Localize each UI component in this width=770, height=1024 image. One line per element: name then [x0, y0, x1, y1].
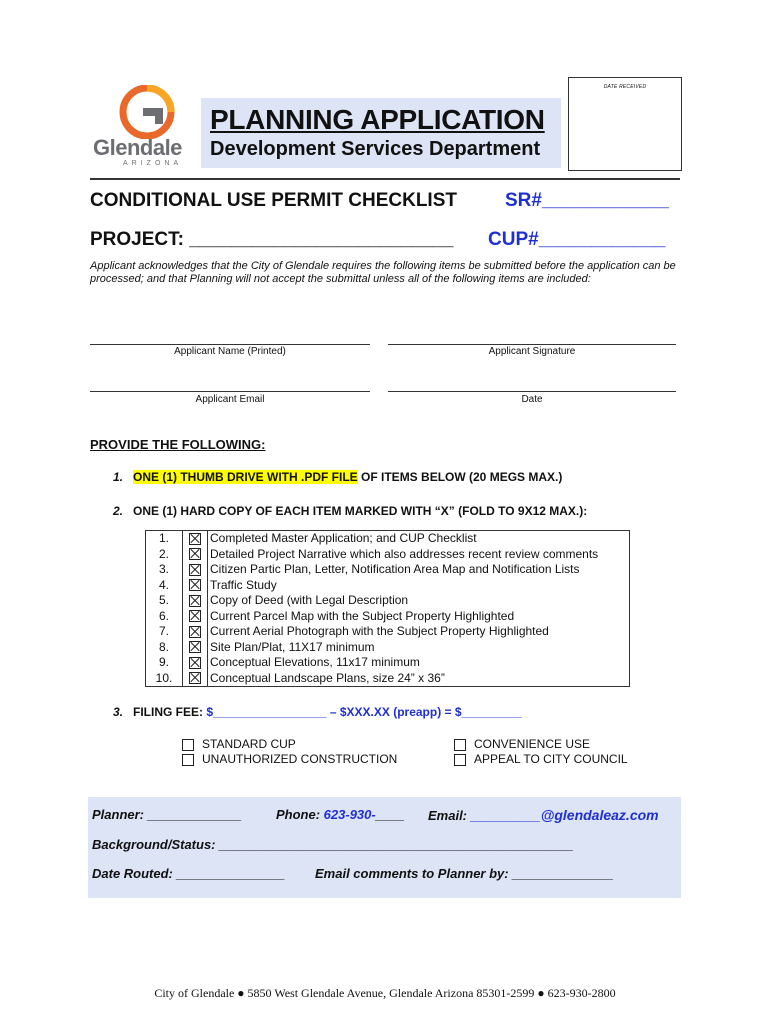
- project-field[interactable]: PROJECT: _________________________: [90, 229, 454, 250]
- item-2: [113, 504, 587, 518]
- email-field[interactable]: [428, 807, 659, 823]
- logo-name: Glendale: [93, 135, 182, 160]
- email-value: _________@glendaleaz.com: [470, 807, 659, 823]
- email-comments-field[interactable]: Email comments to Planner by: ______________: [315, 866, 614, 881]
- applicant-name-line[interactable]: [90, 344, 370, 345]
- sr-number-field[interactable]: SR#____________: [505, 190, 669, 211]
- checkbox-icon[interactable]: [182, 754, 194, 766]
- cup-number-field[interactable]: CUP#____________: [488, 229, 666, 250]
- table-row: [146, 531, 630, 547]
- phone-blank: ____: [375, 807, 405, 822]
- row-number: 8.: [146, 640, 183, 656]
- option-label: STANDARD CUP: [202, 737, 296, 751]
- background-status-field[interactable]: Background/Status: _________________________________________________: [92, 837, 574, 852]
- applicant-email-line[interactable]: [90, 391, 370, 392]
- row-number: 5.: [146, 593, 183, 609]
- option-label: CONVENIENCE USE: [474, 737, 591, 751]
- row-text: Detailed Project Narrative which also addresses recent review comments: [210, 546, 599, 561]
- checklist-title: CONDITIONAL USE PERMIT CHECKLIST: [90, 190, 457, 211]
- row-text: Site Plan/Plat, 11X17 minimum: [210, 639, 375, 654]
- checkbox-icon[interactable]: [454, 739, 466, 751]
- table-row: [146, 547, 630, 563]
- date-routed-field[interactable]: Date Routed: _______________: [92, 866, 285, 881]
- date-label: Date: [521, 394, 543, 405]
- phone-label: Phone:: [276, 807, 324, 822]
- checked-box-icon[interactable]: [189, 626, 201, 638]
- option-label: APPEAL TO CITY COUNCIL: [474, 752, 628, 766]
- provide-heading: PROVIDE THE FOLLOWING:: [90, 437, 266, 452]
- item-1-number: 1.: [113, 470, 124, 484]
- table-row: [146, 640, 630, 656]
- option-appeal-to-council[interactable]: [454, 752, 628, 766]
- checked-box-icon[interactable]: [189, 533, 201, 545]
- row-text: Copy of Deed (with Legal Description: [210, 593, 409, 607]
- row-number: 3.: [146, 562, 183, 578]
- row-text: Completed Master Application; and CUP Checklist: [210, 531, 477, 545]
- checked-box-icon[interactable]: [189, 579, 201, 591]
- row-text: Traffic Study: [210, 577, 277, 592]
- item-1-highlight: ONE (1) THUMB DRIVE WITH .PDF FILE: [133, 470, 358, 484]
- date-received-label: DATE RECEIVED: [603, 84, 647, 90]
- table-row: [146, 671, 630, 687]
- header-divider: [90, 178, 680, 180]
- email-label: Email:: [428, 808, 471, 823]
- option-unauthorized-construction[interactable]: [182, 752, 397, 766]
- item-1-rest: OF ITEMS BELOW (20 MEGS MAX.): [357, 470, 563, 484]
- footer-address: City of Glendale ● 5850 West Glendale Avenue, Glendale Arizona 85301-2599 ● 623-930-2800: [154, 986, 616, 1000]
- item-3-number: 3.: [113, 705, 124, 719]
- filing-fee-field[interactable]: $_________________ – $XXX.XX (preapp) = $_________: [206, 705, 522, 719]
- checkbox-icon[interactable]: [182, 739, 194, 751]
- table-row: [146, 562, 630, 578]
- applicant-email-label: Applicant Email: [195, 394, 265, 405]
- item-2-number: 2.: [113, 504, 124, 518]
- row-number: 7.: [146, 624, 183, 640]
- checked-box-icon[interactable]: [189, 548, 201, 560]
- date-received-box[interactable]: [568, 77, 682, 171]
- item-3: [113, 705, 522, 719]
- checked-box-icon[interactable]: [189, 657, 201, 669]
- phone-field[interactable]: [276, 807, 405, 822]
- checklist-table: [145, 530, 630, 687]
- table-row: [146, 578, 630, 594]
- row-text: Citizen Partic Plan, Letter, Notification Area Map and Notification Lists: [210, 562, 580, 576]
- glendale-logo: [93, 85, 203, 175]
- option-convenience-use[interactable]: [454, 737, 590, 751]
- table-row: [146, 624, 630, 640]
- checkbox-icon[interactable]: [454, 754, 466, 766]
- item-2-text: ONE (1) HARD COPY OF EACH ITEM MARKED WITH “X” (FOLD TO 9X12 MAX.):: [133, 504, 588, 518]
- table-row: [146, 609, 630, 625]
- planner-field[interactable]: Planner: _____________: [92, 807, 242, 822]
- applicant-name-label: Applicant Name (Printed): [174, 346, 286, 357]
- option-standard-cup[interactable]: [182, 737, 296, 751]
- department-name: Development Services Department: [210, 138, 541, 160]
- checked-box-icon[interactable]: [189, 610, 201, 622]
- glendale-logo-icon: [117, 85, 177, 139]
- row-number: 9.: [146, 655, 183, 671]
- row-number: 1.: [146, 531, 183, 547]
- item-1: [113, 470, 562, 484]
- row-number: 6.: [146, 609, 183, 625]
- row-text: Current Parcel Map with the Subject Property Highlighted: [210, 608, 515, 623]
- page-title: PLANNING APPLICATION: [210, 104, 545, 135]
- row-text: Conceptual Elevations, 11x17 minimum: [210, 655, 420, 669]
- row-text: Current Aerial Photograph with the Subject Property Highlighted: [210, 624, 549, 638]
- logo-state: ARIZONA: [123, 160, 183, 167]
- intro-text: Applicant acknowledges that the City of Glendale requires the following items be submitted before the application can be processed; and that Planning will not accept the submittal unless all of the following items are included:: [90, 260, 676, 285]
- row-number: 10.: [146, 671, 183, 687]
- checked-box-icon[interactable]: [189, 595, 201, 607]
- option-label: UNAUTHORIZED CONSTRUCTION: [202, 752, 398, 766]
- row-number: 4.: [146, 578, 183, 594]
- table-row: [146, 655, 630, 671]
- phone-value: 623-930-: [323, 807, 376, 822]
- checked-box-icon[interactable]: [189, 564, 201, 576]
- row-number: 2.: [146, 547, 183, 563]
- checked-box-icon[interactable]: [189, 672, 201, 684]
- table-row: [146, 593, 630, 609]
- checked-box-icon[interactable]: [189, 641, 201, 653]
- applicant-signature-line[interactable]: [388, 344, 676, 345]
- date-line[interactable]: [388, 391, 676, 392]
- row-text: Conceptual Landscape Plans, size 24” x 36”: [210, 670, 445, 685]
- applicant-signature-label: Applicant Signature: [488, 346, 576, 357]
- filing-fee-label: FILING FEE:: [133, 705, 207, 719]
